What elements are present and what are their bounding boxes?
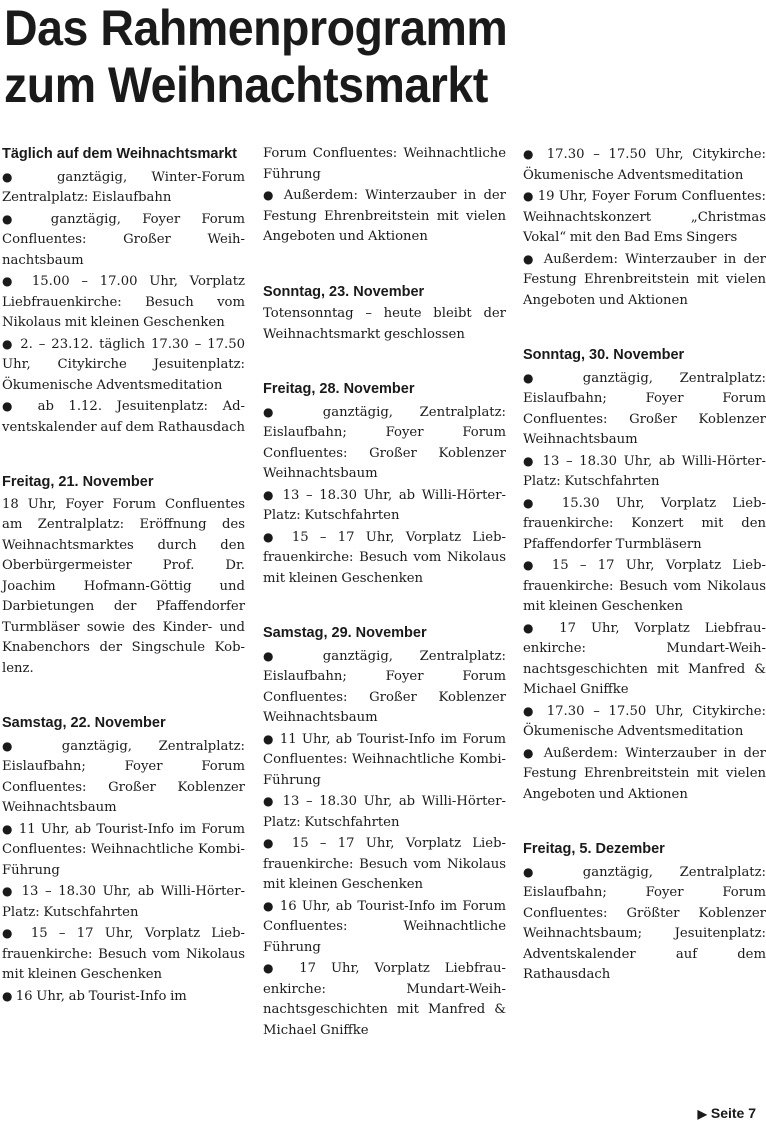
section-title: Freitag, 21. November [2,474,154,490]
list-item: ● 17.30 – 17.50 Uhr, Citykirche: Ökumenische Adventsmeditation [523,701,766,743]
list-item: ● ganztägig, Zentralplatz: Eislaufbahn; Foyer Forum Confluentes: Großer Koblenzer Weihnachtsbaum [263,402,506,485]
column-2 [263,144,506,1124]
paragraph: Totensonntag – heute bleibt der Weihnachtsmarkt geschlossen [263,306,506,342]
list-item: ● 2. – 23.12. täglich 17.30 – 17.50 Uhr, Citykirche Jesuitenplatz: Ökumenische Adventsmeditation [2,334,245,397]
list-item: ● Außerdem: Winterzauber in der Festung Ehrenbreitstein mit vielen Angeboten und Aktionen [523,743,766,806]
list-item: ● ganztägig, Zentralplatz: Eislaufbahn; Foyer Forum Confluentes: Großer Koblenzer Weihnachtsbaum [2,736,245,819]
list-item: ● ganztägig, Zentralplatz: Eislaufbahn; Foyer Forum Confluentes: Größter Koblenzer Weihnachtsbaum; Jesuitenplatz: Adventskalender auf dem Rathausdach [523,862,766,986]
list-item: ● 17.30 – 17.50 Uhr, Citykirche: Ökumenische Adventsmeditation [523,144,766,186]
paragraph: Forum Confluentes: Weihnachtliche Führung [263,146,506,182]
list-item: ● 15.30 Uhr, Vorplatz Liebfrauenkirche: Konzert mit den Pfaffendorfer Turmbläsern [523,493,766,556]
section-fri-5-dec [523,839,766,986]
section-sat-29-nov [263,623,506,1041]
list-item: ● 15 – 17 Uhr, Vorplatz Liebfrauenkirche: Besuch vom Nikolaus mit kleinen Geschenken [263,527,506,590]
list-item: ● 13 – 18.30 Uhr, ab Willi-Hörter-Platz: Kutschfahrten [263,791,506,833]
section-sun-23-nov [263,282,506,346]
column-1 [2,144,245,1124]
list-item: ● 15 – 17 Uhr, Vorplatz Liebfrauenkirche: Besuch vom Nikolaus mit kleinen Geschenken [2,923,245,986]
section-title: Freitag, 28. November [263,381,415,397]
list-item: ● 11 Uhr, ab Tourist-Info im Forum Confluentes: Weihnachtliche Kombi-Führung [263,729,506,792]
section-title: Samstag, 29. November [263,625,427,641]
list-item: ● Außerdem: Winterzauber in der Festung Ehrenbreitstein mit vielen Angeboten und Aktionen [263,185,506,248]
list-item: ● 15 – 17 Uhr, Vorplatz Liebfrauenkirche: Besuch vom Nikolaus mit kleinen Geschenken [263,833,506,896]
section-title: Sonntag, 23. November [263,283,425,300]
list-item: ● 19 Uhr, Foyer Forum Confluentes: Weihnachtskonzert „Christmas Vokal“ mit den Bad Ems Singers [523,186,766,249]
section-title: Sonntag, 30. November [523,347,685,363]
page-reference[interactable] [698,1105,756,1121]
section-continued [263,144,506,248]
list-item: ● 16 Uhr, ab Tourist-Info im [2,986,245,1008]
list-item: ● 16 Uhr, ab Tourist-Info im Forum Confluentes: Weihnachtliche Führung [263,896,506,959]
list-item: ● 13 – 18.30 Uhr, ab Willi-Hörter-Platz: Kutschfahrten [523,451,766,493]
list-item: ● 17 Uhr, Vorplatz Liebfrauenkirche: Mundart-Weihnachtsgeschichten mit Manfred & Michael Gniffke [523,618,766,701]
section-daily [2,144,245,438]
list-item: ● 15 – 17 Uhr, Vorplatz Liebfrauenkirche: Besuch vom Nikolaus mit kleinen Geschenken [523,555,766,618]
triangle-right-icon: ▶ [697,1107,707,1121]
section-title: Freitag, 5. Dezember [523,841,665,857]
list-item: ● ganztägig, Zentralplatz: Eislaufbahn; Foyer Forum Confluentes: Großer Koblenzer Weihnachtsbaum [263,646,506,729]
section-title: Täglich auf dem Weihnachtsmarkt [2,146,238,162]
column-3 [523,144,766,1124]
headline [4,0,702,114]
list-item: ● 17 Uhr, Vorplatz Liebfrauenkirche: Mundart-Weihnachtsgeschichten mit Manfred & Michael Gniffke [263,958,506,1041]
list-item: ● ganztägig, Winter-Forum Zentralplatz: Eislaufbahn [2,167,245,209]
list-item: ● 15.00 – 17.00 Uhr, Vorplatz Liebfrauenkirche: Besuch vom Nikolaus mit kleinen Geschenken [2,271,245,334]
list-item: ● Außerdem: Winterzauber in der Festung Ehrenbreitstein mit vielen Angeboten und Aktionen [523,249,766,312]
paragraph: 18 Uhr, Foyer Forum Confluentes am Zentralplatz: Eröffnung des Weihnachtsmarktes durch den Oberbürgermeister Prof. Dr. Joachim Hofmann-Göttig und Darbietungen der Pfaffendorfer Turmbläser sowie des Kinder- und Knabenchors der Singschule Koblenz. [2,496,245,676]
section-title: Samstag, 22. November [2,715,166,731]
section-continued [523,144,766,311]
headline-line-1: Das Rahmenprogramm [4,0,508,56]
page-reference-label: Seite 7 [710,1105,756,1121]
section-fri-21-nov [2,472,245,679]
list-item: ● ganztägig, Zentralplatz: Eislaufbahn; Foyer Forum Confluentes: Großer Koblenzer Weihnachtsbaum [523,368,766,451]
list-item: ● ganztägig, Foyer Forum Confluentes: Großer Weihnachtsbaum [2,209,245,272]
list-item: ● 13 – 18.30 Uhr, ab Willi-Hörter-Platz: Kutschfahrten [2,881,245,923]
section-sat-22-nov [2,713,245,1007]
section-sun-30-nov [523,345,766,805]
list-item: ● ab 1.12. Jesuitenplatz: Adventskalender auf dem Rathausdach [2,396,245,438]
list-item: ● 11 Uhr, ab Tourist-Info im Forum Confluentes: Weihnachtliche Kombi-Führung [2,819,245,882]
list-item: ● 13 – 18.30 Uhr, ab Willi-Hörter-Platz: Kutschfahrten [263,485,506,527]
section-fri-28-nov [263,379,506,589]
headline-line-2: zum Weihnachtsmarkt [4,57,488,113]
